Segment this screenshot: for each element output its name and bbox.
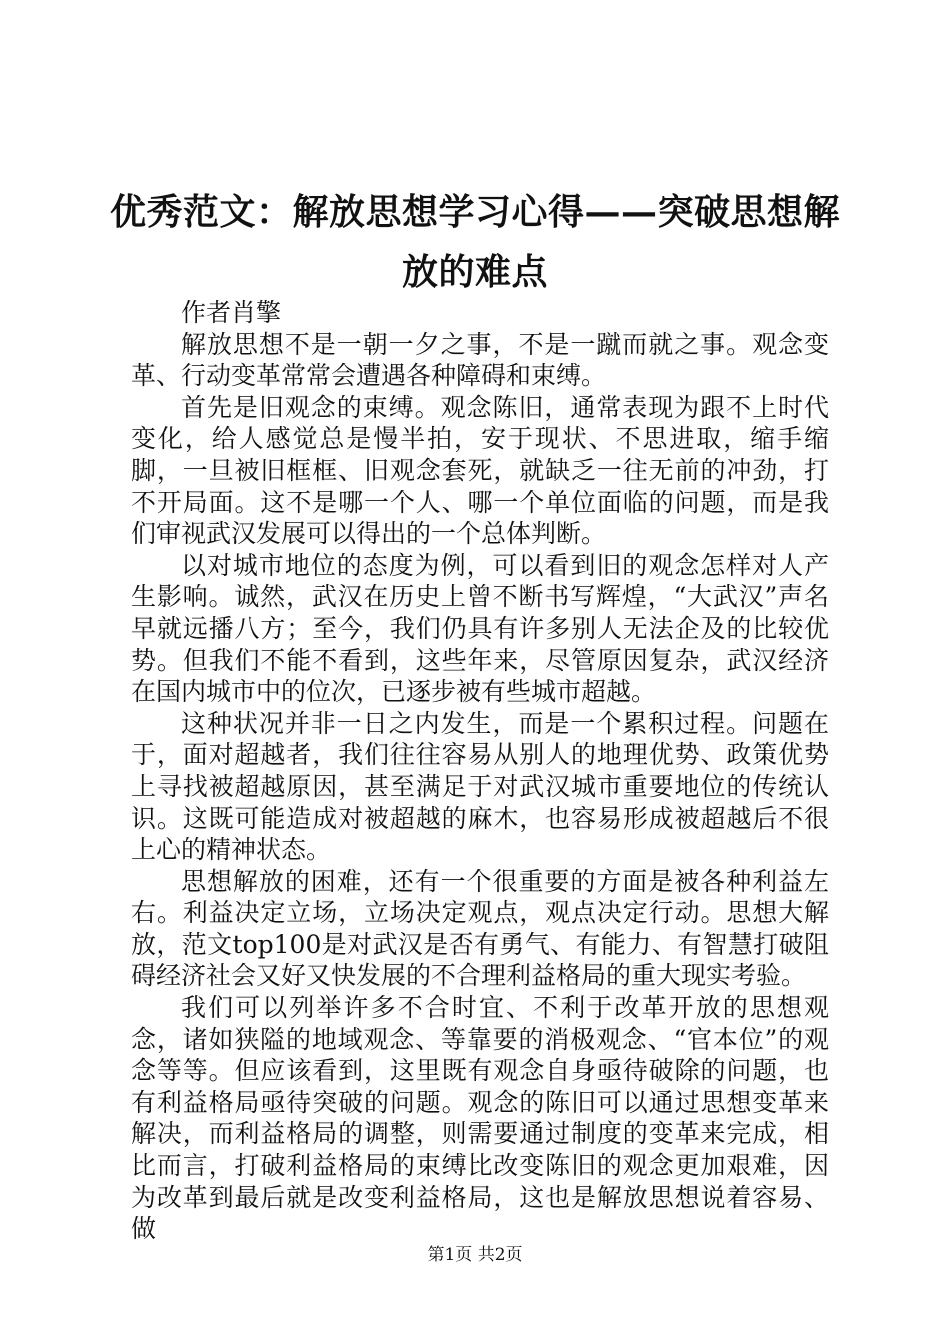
document-body xyxy=(131,297,829,1245)
paragraph-4: 这种状况并非一日之内发生，而是一个累积过程。问题在于，面对超越者，我们往往容易从别人的地理优势、政策优势上寻找被超越原因，甚至满足于对武汉城市重要地位的传统认识。这既可能造成对被超越的麻木，也容易形成被超越后不很上心的精神状态。 xyxy=(131,708,829,865)
paragraph-1: 解放思想不是一朝一夕之事，不是一蹴而就之事。观念变革、行动变革常常会遭遇各种障碍和束缚。 xyxy=(131,329,829,391)
document-title: 优秀范文：解放思想学习心得——突破思想解放的难点 xyxy=(110,191,841,293)
paragraph-2: 首先是旧观念的束缚。观念陈旧，通常表现为跟不上时代变化，给人感觉总是慢半拍，安于现状、不思进取，缩手缩脚，一旦被旧框框、旧观念套死，就缺乏一往无前的冲劲，打不开局面。这不是哪一个人、哪一个单位面临的问题，而是我们审视武汉发展可以得出的一个总体判断。 xyxy=(131,392,829,549)
paragraph-6: 我们可以列举许多不合时宜、不利于改革开放的思想观念，诸如狭隘的地域观念、等靠要的消极观念、“官本位”的观念等等。但应该看到，这里既有观念自身亟待破除的问题，也有利益格局亟待突破的问题。观念的陈旧可以通过思想变革来解决，而利益格局的调整，则需要通过制度的变革来完成，相比而言，打破利益格局的束缚比改变陈旧的观念更加艰难，因为改革到最后就是改变利益格局，这也是解放思想说着容易、做 xyxy=(131,993,829,1244)
page-footer: 第1页 共2页 xyxy=(427,1245,523,1265)
paragraph-3: 以对城市地位的态度为例，可以看到旧的观念怎样对人产生影响。诚然，武汉在历史上曾不断书写辉煌，“大武汉”声名早就远播八方；至今，我们仍具有许多别人无法企及的比较优势。但我们不能不看到，这些年来，尽管原因复杂，武汉经济在国内城市中的位次，已逐步被有些城市超越。 xyxy=(131,550,829,707)
author-line: 作者肖擎 xyxy=(181,298,282,327)
paragraph-5: 思想解放的困难，还有一个很重要的方面是被各种利益左右。利益决定立场，立场决定观点，观点决定行动。思想大解放，范文top100是对武汉是否有勇气、有能力、有智慧打破阻碍经济社会又好又快发展的不合理利益格局的重大现实考验。 xyxy=(131,866,829,991)
